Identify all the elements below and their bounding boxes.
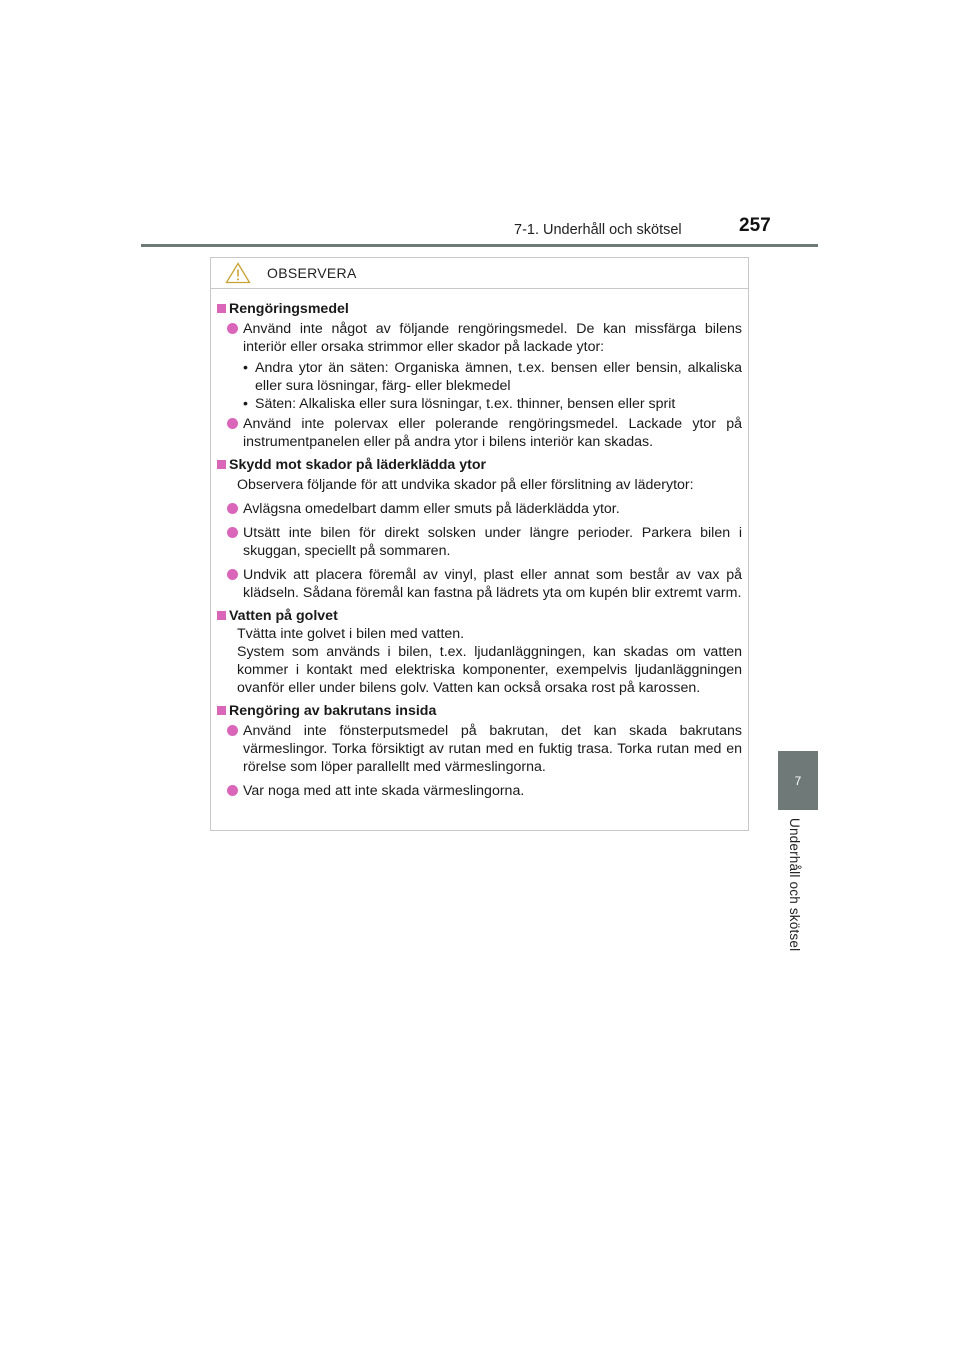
chapter-tab [778, 751, 818, 810]
dot-bullet-icon: • [243, 360, 248, 376]
paragraph: System som används i bilen, t.ex. ljudanläggningen, kan skadas om vatten kommer i kontakt med elektriska komponenter, exempelvis ljudanläggningen ovanför eller under bilens golv. Vatten kan också orsaka rost på karossen. [237, 644, 742, 696]
caution-body [211, 289, 748, 800]
list-item: Undvik att placera föremål av vinyl, plast eller annat som består av vax på klädseln. Sådana föremål kan fastna på lädrets yta om kupén blir extremt varm. [217, 566, 742, 602]
circle-bullet-icon [227, 569, 238, 580]
list-item: Var noga med att inte skada värmeslingorna. [217, 782, 742, 800]
page-number: 257 [739, 215, 771, 236]
chapter-number: 7 [794, 773, 802, 788]
circle-bullet-icon [227, 418, 238, 429]
square-bullet-icon [217, 304, 226, 313]
caution-label: OBSERVERA [267, 265, 357, 281]
list-item: Använd inte polervax eller polerande rengöringsmedel. Lackade ytor på instrumentpanelen eller på andra ytor i bilens interiör kan skadas. [217, 415, 742, 451]
section-title: 7-1. Underhåll och skötsel [514, 222, 682, 238]
paragraph: Observera följande för att undvika skador på eller förslitning av läderytor: [237, 477, 694, 493]
dot-bullet-icon: • [243, 396, 248, 412]
square-bullet-icon [217, 460, 226, 469]
caution-box [210, 257, 749, 831]
square-bullet-icon [217, 706, 226, 715]
list-item: Avlägsna omedelbart damm eller smuts på läderklädda ytor. [217, 500, 742, 518]
circle-bullet-icon [227, 785, 238, 796]
sub-list-item: • Säten: Alkaliska eller sura lösningar, t.ex. thinner, bensen eller sprit [243, 396, 676, 412]
square-bullet-icon [217, 611, 226, 620]
circle-bullet-icon [227, 527, 238, 538]
circle-bullet-icon [227, 503, 238, 514]
warning-triangle-icon [225, 262, 251, 284]
paragraph: Tvätta inte golvet i bilen med vatten. [237, 626, 465, 642]
list-item: Använd inte fönsterputsmedel på bakrutan, det kan skada bakrutans värmeslingor. Torka försiktigt av rutan med en fuktig trasa. Torka rutan med en rörelse som löper parallellt med värmeslingorna. [217, 722, 742, 776]
circle-bullet-icon [227, 725, 238, 736]
circle-bullet-icon [227, 323, 238, 334]
list-item: Använd inte något av följande rengöringsmedel. De kan missfärga bilens interiör eller orsaka strimmor eller skador på lackade ytor: [217, 320, 742, 356]
header-rule [141, 244, 818, 247]
section-heading: Vatten på golvet [217, 607, 742, 625]
caution-header [211, 258, 748, 289]
chapter-side-title: Underhåll och skötsel [787, 818, 802, 952]
section-heading: Rengöring av bakrutans insida [217, 702, 742, 720]
section-heading: Rengöringsmedel [217, 300, 742, 318]
section-heading: Skydd mot skador på läderklädda ytor [217, 456, 742, 474]
list-item: Utsätt inte bilen för direkt solsken under längre perioder. Parkera bilen i skuggan, speciellt på sommaren. [217, 524, 742, 560]
sub-list-item: • Andra ytor än säten: Organiska ämnen, t.ex. bensen eller bensin, alkaliska eller sura lösningar, färg- eller blekmedel [243, 360, 742, 394]
